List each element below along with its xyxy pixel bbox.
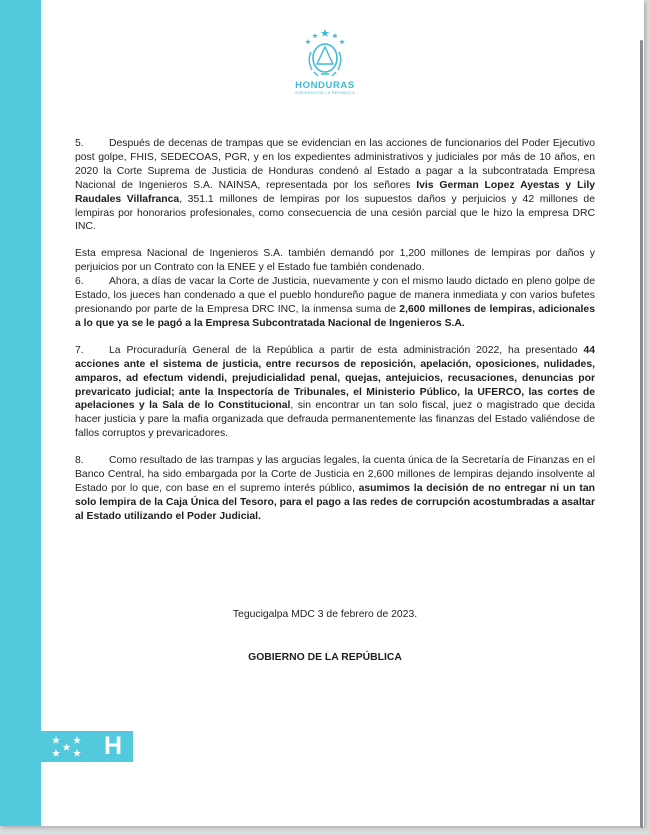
paragraph-text: Como resultado de las trampas y las argucias legales, la cuenta única de la Secretaría de Finanzas en el Banco Central, ha sido embargada por la Corte de Justicia en 2,600 millones de lempiras dejando insolvente al Estado por lo que, con base en el supremo interés público, [75,455,595,494]
paragraph-number: 7. [75,344,84,356]
paragraph-text: Después de decenas de trampas que se evidencian en las acciones de funcionarios del Poder Ejecutivo post golpe, FHIS, SEDECOAS, PGR, y en los expedientes administrativos y judiciales por más de 10 años, en 2020 la Corte Suprema de Justicia de Honduras condenó al Estado a pagar a la subcontratada Empresa Nacional de Ingenieros S.A. NAINSA, representada por los señores [75,138,595,191]
paragraph-number: 6. [75,276,84,288]
left-accent-stripe [0,0,41,826]
stars-icon [47,734,105,760]
paragraph-8 [75,454,595,524]
paragraph-text: La Procuraduría General de la República a partir de esta administración 2022, ha presentado [109,344,584,356]
paragraph-number: 8. [75,455,84,467]
logo-wordmark: HONDURAS [295,80,355,91]
place-and-date: Tegucigalpa MDC 3 de febrero de 2023. [232,609,418,620]
signature-line: GOBIERNO DE LA REPÚBLICA [248,652,402,663]
paragraph-text-continued: , sin encontrar un tan solo fiscal, juez o magistrado que decida hacer justicia y pare la mafia organizada que defrauda permanentemente las finanzas del Estado valiéndose de fallos corruptos y prevaricadores. [75,400,596,440]
coat-of-arms-icon [302,28,348,78]
footer-logo [41,731,133,762]
logo-tagline: GOBIERNO DE LA REPÚBLICA [294,91,356,95]
paragraph-bold-text: 44 acciones ante el sistema de justicia, entre recursos de reposición, apelación, oposiciones, nulidades, amparos, ad efectum videndi, prejudicialidad penal, quejas, antejuicios, recusaciones, denuncias por prevaricato judicial; ante la Inspectoría de Tribunales, el Ministerio Público, la UFERCO, las cortes de apelaciones y la Sala de lo Constitucional [75,344,595,412]
footer-h-mark: H [104,732,123,760]
paragraph-text: Ahora, a días de vacar la Corte de Justicia, nuevamente y con el mismo laudo dictado en pleno golpe de Estado, los jueces han condenado a que el pueblo hondureño pague de manera inmediata y con varios bufetes presionando por parte de la Empresa DRC INC, la inmensa suma de [75,276,595,315]
paragraph-extra: Esta empresa Nacional de Ingenieros S.A. también demandó por 1,200 millones de lempiras por daños y perjuicios por un Contrato con la ENEE y el Estado fue también condenado. [75,248,595,274]
paragraph-number: 5. [75,138,84,149]
paragraph-6 [75,275,595,331]
paragraph-5 [75,137,595,234]
scrollbar[interactable] [640,40,643,828]
document-body [75,137,595,524]
paragraph-7 [75,344,595,441]
honduras-logo [270,28,380,95]
paragraph-bold-text: asumimos la decisión de no entregar ni un tan solo lempira de la Caja Única del Tesoro, para el pago a las redes de corrupción acostumbradas a asaltar al Estado utilizando el Poder Judicial. [75,482,595,522]
paragraph-bold-text: Ivis German Lopez Ayestas y Lily Raudales Villafranca [75,179,595,205]
paragraph-text-continued: , 351.1 millones de lempiras por los supuestos daños y perjuicios y 42 millones de lempiras por honorarios profesionales, como consecuencia de una cesión parcial que le hizo la empresa DRC INC. [75,193,595,233]
paragraph-bold-text: 2,600 millones de lempiras, adicionales a lo que ya se le pagó a la Empresa Subcontratada Nacional de Ingenieros S.A. [75,303,595,329]
